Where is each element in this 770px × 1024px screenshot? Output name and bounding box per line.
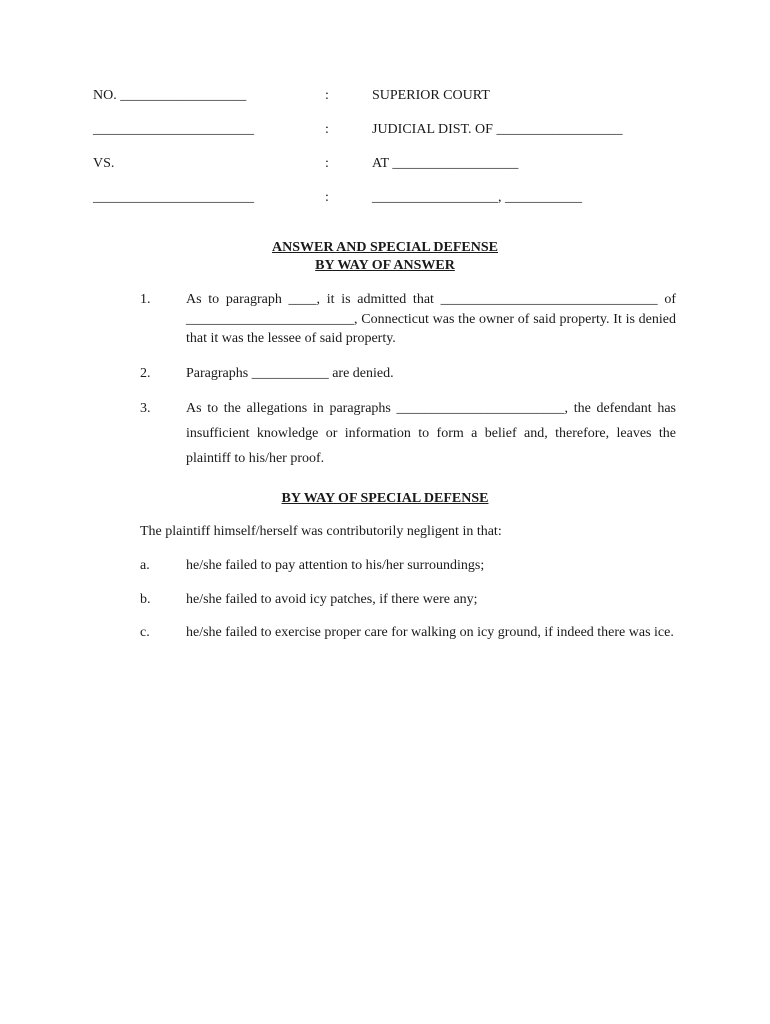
versus-label: VS. xyxy=(93,156,115,171)
item-text: As to the allegations in paragraphs ________________________, the defendant has insufficient knowledge or information to form a belief and, therefore, leaves the plaintiff to his/her proof. xyxy=(186,401,676,466)
caption-colon: : xyxy=(325,156,329,171)
item-text: he/she failed to exercise proper care for walking on icy ground, if indeed there was ice. xyxy=(186,625,674,640)
item-text: Paragraphs ___________ are denied. xyxy=(186,366,394,381)
defendant-name-blank: _______________________ xyxy=(93,190,254,205)
caption-colon: : xyxy=(325,122,329,137)
item-number: 2. xyxy=(140,366,151,381)
judicial-district-field: JUDICIAL DIST. OF __________________ xyxy=(372,122,623,137)
date-field: __________________, ___________ xyxy=(372,190,582,205)
caption-row-versus xyxy=(93,154,693,174)
court-name: SUPERIOR COURT xyxy=(372,88,490,103)
special-defense-intro: The plaintiff himself/herself was contributorily negligent in that: xyxy=(140,524,502,539)
item-text: he/she failed to pay attention to his/her surroundings; xyxy=(186,558,485,573)
item-text: he/she failed to avoid icy patches, if there were any; xyxy=(186,592,478,607)
item-letter: a. xyxy=(140,558,150,573)
caption-row-defendant xyxy=(93,188,693,208)
caption-colon: : xyxy=(325,88,329,103)
plaintiff-name-blank: _______________________ xyxy=(93,122,254,137)
caption-row-docket xyxy=(93,86,693,106)
caption-row-plaintiff xyxy=(93,120,693,140)
caption-colon: : xyxy=(325,190,329,205)
item-letter: b. xyxy=(140,592,151,607)
document-title: ANSWER AND SPECIAL DEFENSE xyxy=(272,240,498,255)
section-heading-answer: BY WAY OF ANSWER xyxy=(315,258,455,273)
item-letter: c. xyxy=(140,625,150,640)
item-number: 3. xyxy=(140,401,151,416)
item-number: 1. xyxy=(140,292,151,307)
court-location-field: AT __________________ xyxy=(372,156,519,171)
docket-number-field: NO. __________________ xyxy=(93,88,247,103)
item-text: As to paragraph ____, it is admitted that _______________________________ of ________________________, Connecticut was the owner of said property. It is denied that it was the lessee of said property. xyxy=(186,292,676,346)
section-heading-special-defense: BY WAY OF SPECIAL DEFENSE xyxy=(281,491,489,506)
